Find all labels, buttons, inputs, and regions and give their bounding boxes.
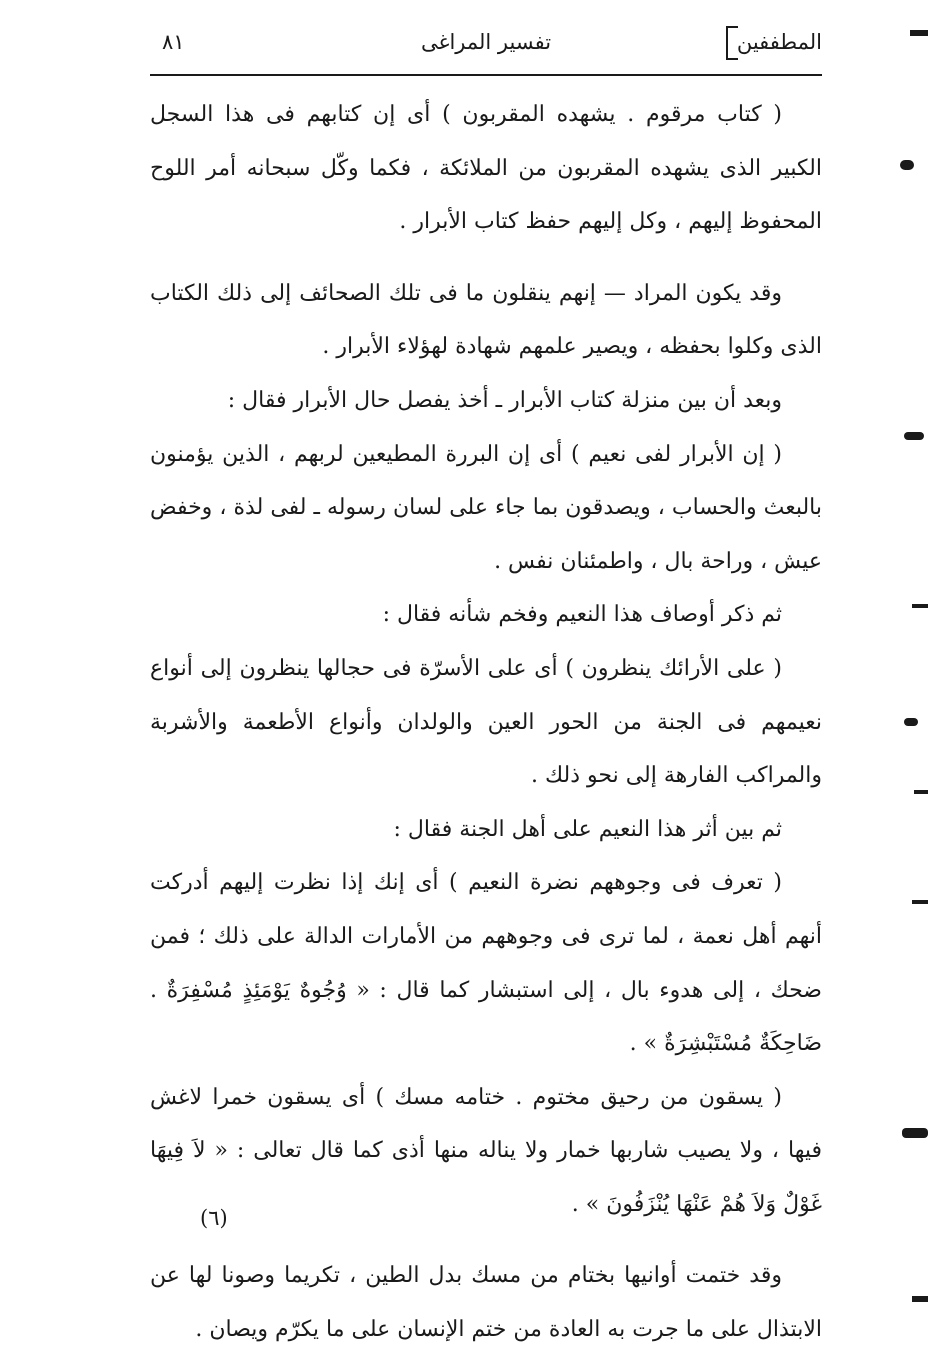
paragraph: وقد يكون المراد — إنهم ينقلون ما فى تلك الصحائف إلى ذلك الكتاب الذى وكلوا بحفظه ، ويصير علمهم شهادة لهؤلاء الأبرار .	[150, 280, 822, 360]
paragraph: ( على الأرائك ينظرون ) أى على الأسرّة فى حجالها ينظرون إلى أنواع نعيمهم فى الجنة من الحور العين والولدان وأنواع الأطعمة والأشربة والمراكب الفارهة إلى نحو ذلك .	[150, 655, 822, 789]
paragraph: ( كتاب مرقوم . يشهده المقربون ) أى إن كتابهم فى هذا السجل الكبير الذى يشهده المقربون من الملائكة ، فكما وكّل سبحانه أمر اللوح المحفوظ إليهم ، وكل إليهم حفظ كتاب الأبرار .	[150, 102, 822, 235]
paragraph: ثم ذكر أوصاف هذا النعيم وفخم شأنه فقال :	[382, 602, 782, 628]
paragraph: وبعد أن بين منزلة كتاب الأبرار ـ أخذ يفصل حال الأبرار فقال :	[227, 387, 782, 413]
scan-mark	[904, 432, 924, 440]
scan-mark	[914, 790, 928, 794]
scan-mark	[912, 1296, 928, 1302]
header-rule	[150, 74, 822, 76]
surah-title: المطففين	[736, 30, 822, 54]
paragraph: ثم بين أثر هذا النعيم على أهل الجنة فقال :	[393, 816, 782, 842]
scan-mark	[910, 30, 928, 36]
book-title: تفسير المراغى	[420, 30, 552, 54]
scan-mark	[904, 718, 918, 726]
paragraph: ( تعرف فى وجوههم نضرة النعيم ) أى إنك إذا نظرت إليهم أدركت أنهم أهل نعمة ، لما ترى فى وجوههم من الأمارات الدالة على ذلك ؛ فمن ضحك ، إلى هدوء بال ، إلى استبشار كما قال : « وُجُوهٌ يَوْمَئِذٍ مُسْفِرَةٌ . ضَاحِكَةٌ مُسْتَبْشِرَةٌ » .	[150, 870, 822, 1057]
paragraph: وقد ختمت أوانيها بختام من مسك بدل الطين ، تكريما وصونا لها عن الابتذال على ما جرت به العادة من ختم الإنسان على ما يكرّم ويصان .	[150, 1263, 822, 1343]
page-number: ٨١	[162, 30, 185, 54]
paragraph: ( إن الأبرار لفى نعيم ) أى إن البررة المطيعين لربهم ، الذين يؤمنون بالبعث والحساب ، ويصدقون بما جاء على لسان رسوله ـ لفى لذة ، وخفض عيش ، وراحة بال ، واطمئنان نفس .	[150, 441, 822, 574]
header-bracket	[726, 26, 738, 60]
signature-number: (٦)	[200, 1206, 228, 1230]
scan-mark	[912, 604, 928, 608]
page-header	[150, 26, 822, 70]
scan-mark	[912, 900, 928, 904]
paragraph: ( يسقون من رحيق مختوم . ختامه مسك ) أى يسقون خمرا لاغش فيها ، ولا يصيب شاربها خمار ولا يناله منها أذى كما قال تعالى : « لاَ فِيهَا غَوْلٌ وَلاَ هُمْ عَنْهَا يُنْزَفُونَ » .	[150, 1084, 822, 1217]
scan-mark	[902, 1128, 928, 1138]
scan-mark	[900, 160, 914, 170]
page-body	[150, 88, 822, 1357]
